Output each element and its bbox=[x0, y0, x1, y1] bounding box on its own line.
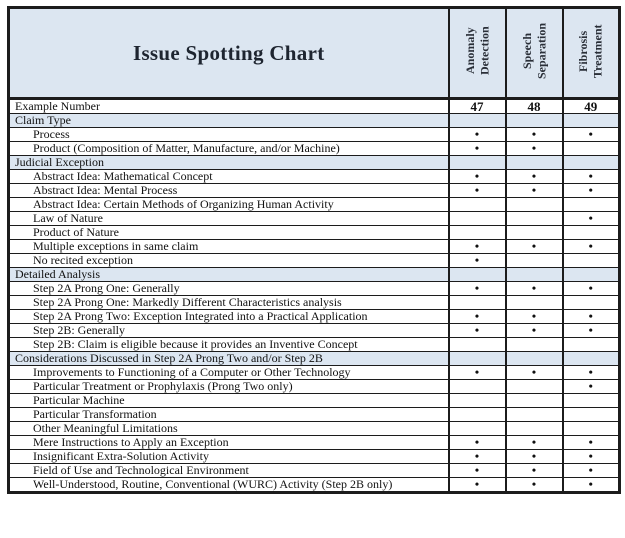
row-label: Process bbox=[9, 128, 449, 142]
dot-cell: • bbox=[506, 478, 563, 493]
column-header-anomaly-detection bbox=[449, 8, 506, 99]
dot-cell: • bbox=[563, 478, 620, 493]
dot-cell: • bbox=[506, 436, 563, 450]
section-cell bbox=[506, 268, 563, 282]
dot-cell: • bbox=[506, 366, 563, 380]
table-row bbox=[9, 394, 620, 408]
dot-cell: • bbox=[563, 184, 620, 198]
dot-cell: • bbox=[449, 254, 506, 268]
row-label: Improvements to Functioning of a Computer or Other Technology bbox=[9, 366, 449, 380]
header-row bbox=[9, 8, 620, 99]
empty-cell bbox=[563, 422, 620, 436]
dot-cell: • bbox=[563, 282, 620, 296]
dot-cell: • bbox=[563, 128, 620, 142]
column-header-label: Fibrosis Treatment bbox=[576, 23, 605, 78]
chart-title: Issue Spotting Chart bbox=[9, 8, 449, 99]
empty-cell bbox=[449, 212, 506, 226]
table-row bbox=[9, 450, 620, 464]
dot-cell: • bbox=[563, 212, 620, 226]
section-cell bbox=[449, 268, 506, 282]
section-cell bbox=[563, 156, 620, 170]
section-cell bbox=[506, 156, 563, 170]
dot-cell: • bbox=[506, 170, 563, 184]
dot-cell: • bbox=[449, 436, 506, 450]
section-cell bbox=[506, 352, 563, 366]
example-number-value: 47 bbox=[449, 99, 506, 114]
row-label: Step 2A Prong Two: Exception Integrated into a Practical Application bbox=[9, 310, 449, 324]
row-label: Multiple exceptions in same claim bbox=[9, 240, 449, 254]
table-row bbox=[9, 464, 620, 478]
table-row bbox=[9, 282, 620, 296]
empty-cell bbox=[449, 198, 506, 212]
table-row bbox=[9, 478, 620, 493]
row-label: Considerations Discussed in Step 2A Prong Two and/or Step 2B bbox=[9, 352, 449, 366]
dot-cell: • bbox=[563, 170, 620, 184]
dot-cell: • bbox=[506, 240, 563, 254]
dot-cell: • bbox=[449, 282, 506, 296]
table-row bbox=[9, 212, 620, 226]
table-row bbox=[9, 198, 620, 212]
empty-cell bbox=[449, 394, 506, 408]
dot-cell: • bbox=[506, 128, 563, 142]
dot-cell: • bbox=[506, 324, 563, 338]
example-number-value: 48 bbox=[506, 99, 563, 114]
empty-cell bbox=[563, 142, 620, 156]
example-number-value: 49 bbox=[563, 99, 620, 114]
table-body bbox=[9, 99, 620, 493]
row-label: Well-Understood, Routine, Conventional (WURC) Activity (Step 2B only) bbox=[9, 478, 449, 493]
table-row bbox=[9, 366, 620, 380]
column-header-label: Anomaly Detection bbox=[462, 26, 491, 75]
table-row bbox=[9, 408, 620, 422]
empty-cell bbox=[449, 422, 506, 436]
empty-cell bbox=[506, 380, 563, 394]
table-row bbox=[9, 324, 620, 338]
empty-cell bbox=[506, 338, 563, 352]
dot-cell: • bbox=[563, 366, 620, 380]
dot-cell: • bbox=[449, 170, 506, 184]
dot-cell: • bbox=[449, 478, 506, 493]
dot-cell: • bbox=[563, 464, 620, 478]
empty-cell bbox=[563, 198, 620, 212]
row-label: Insignificant Extra-Solution Activity bbox=[9, 450, 449, 464]
empty-cell bbox=[449, 338, 506, 352]
section-row bbox=[9, 352, 620, 366]
dot-cell: • bbox=[506, 310, 563, 324]
dot-cell: • bbox=[449, 450, 506, 464]
empty-cell bbox=[506, 408, 563, 422]
empty-cell bbox=[563, 254, 620, 268]
row-label: Step 2A Prong One: Generally bbox=[9, 282, 449, 296]
table-row bbox=[9, 310, 620, 324]
row-label: Example Number bbox=[9, 99, 449, 114]
section-cell bbox=[563, 268, 620, 282]
empty-cell bbox=[563, 338, 620, 352]
table-row bbox=[9, 254, 620, 268]
dot-cell: • bbox=[449, 128, 506, 142]
column-header-speech-separation bbox=[506, 8, 563, 99]
dot-cell: • bbox=[563, 240, 620, 254]
row-label: Step 2A Prong One: Markedly Different Characteristics analysis bbox=[9, 296, 449, 310]
row-label: No recited exception bbox=[9, 254, 449, 268]
row-label: Law of Nature bbox=[9, 212, 449, 226]
table-row bbox=[9, 296, 620, 310]
empty-cell bbox=[449, 226, 506, 240]
dot-cell: • bbox=[506, 450, 563, 464]
section-row bbox=[9, 268, 620, 282]
empty-cell bbox=[563, 394, 620, 408]
row-label: Particular Machine bbox=[9, 394, 449, 408]
table-row bbox=[9, 422, 620, 436]
dot-cell: • bbox=[506, 282, 563, 296]
section-cell bbox=[563, 352, 620, 366]
dot-cell: • bbox=[563, 310, 620, 324]
dot-cell: • bbox=[563, 380, 620, 394]
dot-cell: • bbox=[449, 240, 506, 254]
table-row bbox=[9, 380, 620, 394]
empty-cell bbox=[563, 226, 620, 240]
dot-cell: • bbox=[449, 142, 506, 156]
row-label: Step 2B: Generally bbox=[9, 324, 449, 338]
section-cell bbox=[449, 156, 506, 170]
dot-cell: • bbox=[449, 184, 506, 198]
row-label: Judicial Exception bbox=[9, 156, 449, 170]
empty-cell bbox=[506, 254, 563, 268]
dot-cell: • bbox=[563, 436, 620, 450]
dot-cell: • bbox=[506, 464, 563, 478]
section-row bbox=[9, 114, 620, 128]
dot-cell: • bbox=[449, 464, 506, 478]
table-row bbox=[9, 240, 620, 254]
row-label: Step 2B: Claim is eligible because it provides an Inventive Concept bbox=[9, 338, 449, 352]
section-cell bbox=[563, 114, 620, 128]
dot-cell: • bbox=[563, 324, 620, 338]
column-header-label: Speech Separation bbox=[519, 22, 548, 79]
row-label: Mere Instructions to Apply an Exception bbox=[9, 436, 449, 450]
table-row bbox=[9, 128, 620, 142]
empty-cell bbox=[506, 394, 563, 408]
row-label: Abstract Idea: Mental Process bbox=[9, 184, 449, 198]
row-label: Product (Composition of Matter, Manufacture, and/or Machine) bbox=[9, 142, 449, 156]
empty-cell bbox=[506, 226, 563, 240]
empty-cell bbox=[563, 296, 620, 310]
row-label: Abstract Idea: Certain Methods of Organizing Human Activity bbox=[9, 198, 449, 212]
column-header-fibrosis-treatment bbox=[563, 8, 620, 99]
empty-cell bbox=[449, 296, 506, 310]
row-label: Field of Use and Technological Environment bbox=[9, 464, 449, 478]
table-row bbox=[9, 170, 620, 184]
section-cell bbox=[449, 352, 506, 366]
empty-cell bbox=[506, 422, 563, 436]
issue-spotting-chart-table bbox=[7, 6, 621, 494]
row-label: Product of Nature bbox=[9, 226, 449, 240]
row-label: Particular Treatment or Prophylaxis (Prong Two only) bbox=[9, 380, 449, 394]
table-row bbox=[9, 338, 620, 352]
dot-cell: • bbox=[449, 366, 506, 380]
row-label: Abstract Idea: Mathematical Concept bbox=[9, 170, 449, 184]
row-label: Detailed Analysis bbox=[9, 268, 449, 282]
empty-cell bbox=[449, 408, 506, 422]
empty-cell bbox=[506, 198, 563, 212]
dot-cell: • bbox=[563, 450, 620, 464]
empty-cell bbox=[563, 408, 620, 422]
table-row bbox=[9, 99, 620, 114]
dot-cell: • bbox=[506, 184, 563, 198]
table-row bbox=[9, 436, 620, 450]
empty-cell bbox=[449, 380, 506, 394]
empty-cell bbox=[506, 212, 563, 226]
empty-cell bbox=[506, 296, 563, 310]
table-header bbox=[9, 8, 620, 99]
section-cell bbox=[449, 114, 506, 128]
table-row bbox=[9, 142, 620, 156]
row-label: Particular Transformation bbox=[9, 408, 449, 422]
section-cell bbox=[506, 114, 563, 128]
section-row bbox=[9, 156, 620, 170]
row-label: Claim Type bbox=[9, 114, 449, 128]
dot-cell: • bbox=[449, 310, 506, 324]
table-row bbox=[9, 184, 620, 198]
dot-cell: • bbox=[506, 142, 563, 156]
row-label: Other Meaningful Limitations bbox=[9, 422, 449, 436]
dot-cell: • bbox=[449, 324, 506, 338]
table-row bbox=[9, 226, 620, 240]
